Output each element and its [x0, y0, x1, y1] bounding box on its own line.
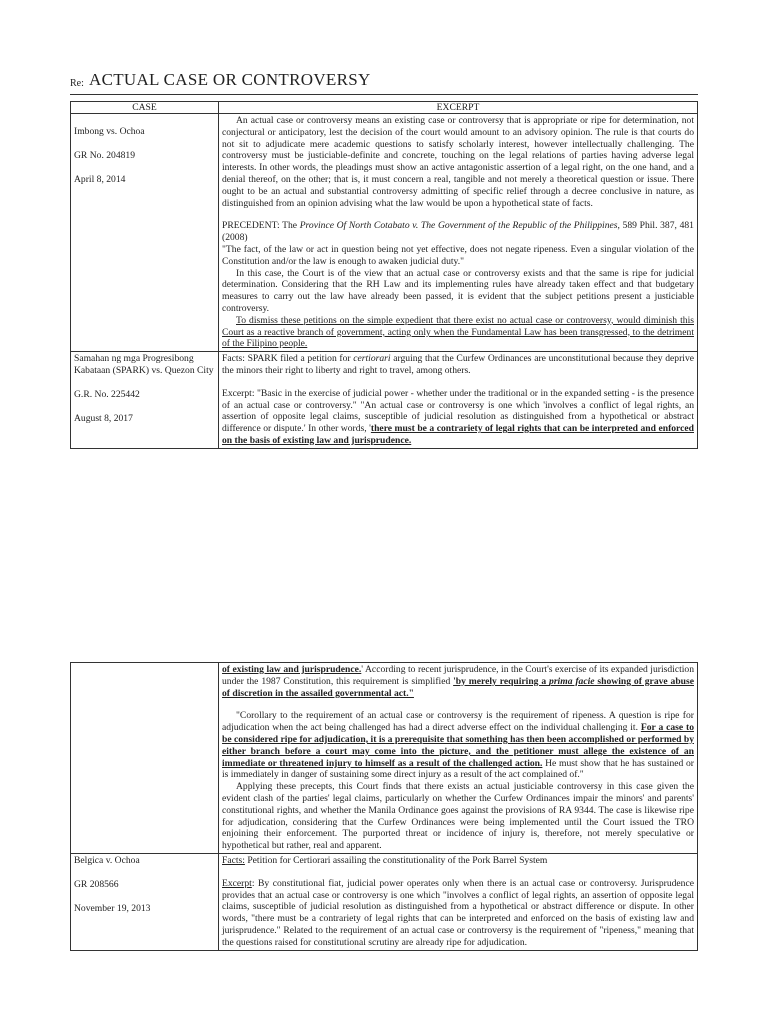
- excerpt-paragraph: "Corollary to the requirement of an actual case or controversy is the requirement of ripeness. A question is ripe for adjudication when the act being challenged has had a direct adverse effect on the individual challenging it. For a case to be considered ripe for adjudication, it is a prerequisite that something has then been accomplished or performed by either branch before a court may come into the picture, and the petitioner must allege the existence of an immediate or threatened injury to himself as a result of the challenged action. He must show that he has sustained or is immediately in danger of sustaining some direct injury as a result of the act complained of.": [222, 710, 695, 781]
- case-cell: [71, 853, 219, 950]
- case-number: G.R. No. 225442: [74, 388, 140, 400]
- precedent-label: PRECEDENT: The: [222, 220, 300, 232]
- table-header-row: [71, 102, 698, 114]
- page-title: ACTUAL CASE OR CONTROVERSY: [89, 70, 371, 89]
- cases-table-page2: [70, 662, 698, 951]
- excerpt-paragraph: Excerpt: By constitutional fiat, judicial power operates only when there is an actual case or controversy. Jurisprudence provides that an actual case or controversy is one which "involves a conflict of legal rights, an assertion of opposite legal claims, susceptible of judicial resolution as distinguished from a hypothetical or abstract difference or dispute. In other words, "there must be a contrariety of legal rights that can be interpreted and enforced on the basis of existing law and jurisprudence." Related to the requirement of an actual case or controversy is the requirement of "ripeness," meaning that the questions raised for constitutional scrutiny are already ripe for adjudication.: [222, 877, 694, 948]
- excerpt-paragraph: Applying these precepts, this Court finds that there exists an actual justiciable controversy in this case given the evident clash of the parties' legal claims, particularly on whether the Curfew Ordinances impair the minors' and parents' constitutional rights, and whether the Manila Ordinance goes against the provisions of RA 9344. The case is likewise ripe for adjudication, considering that the Curfew Ordinances were being implemented until the Court issued the TRO enjoining their enforcement. The purported threat or incidence of injury is, therefore, not merely speculative or hypothetical but rather, real and apparent.: [222, 781, 694, 852]
- excerpt-paragraph: In this case, the Court is of the view that an actual case or controversy exists and that the same is ripe for judicial determination. Considering that the RH Law and its implementing rules have already taken effect and that budgetary measures to carry out the law have already been passed, it is evident that the subject petitions present a justiciable controversy.: [222, 267, 694, 314]
- col-header-case: CASE: [71, 102, 219, 114]
- precedent-case: Province Of North Cotabato v. The Government of the Republic of the Philippines: [299, 220, 618, 232]
- re-label: Re:: [70, 78, 84, 89]
- case-name: Imbong vs. Ochoa: [74, 126, 145, 137]
- case-number: GR 208566: [74, 878, 119, 890]
- case-number: GR No. 204819: [74, 149, 136, 161]
- precedent-cite: , 589 Phil. 387, 481 (2008): [222, 220, 694, 244]
- case-cell: [71, 114, 219, 352]
- table-row: [71, 352, 698, 449]
- table-row: [71, 114, 698, 352]
- excerpt-cell: [219, 114, 698, 352]
- facts-paragraph: Facts: SPARK filed a petition for certiorari arguing that the Curfew Ordinances are unconstitutional because they deprive the minors their right to liberty and right to travel, among others.: [222, 353, 694, 376]
- facts-paragraph: Facts: Petition for Certiorari assailing the constitutionality of the Pork Barrel System: [222, 854, 548, 866]
- excerpt-cell: [219, 663, 698, 854]
- excerpt-paragraph: An actual case or controversy means an existing case or controversy that is appropriate or ripe for determination, not conjectural or anticipatory, lest the decision of the court would amount to an advisory opinion. The rule is that courts do not sit to adjudicate mere academic questions to satisfy scholarly interest, however intellectually challenging. The controversy must be justiciable-definite and concrete, touching on the legal relations of parties having adverse legal interests. In other words, the pleadings must show an active antagonistic assertion of a legal right, on the one hand, and a denial thereof, on the other; that is, it must concern a real, tangible and not merely a theoretical question or issue. There ought to be an actual and substantial controversy admitting of specific relief through a decree conclusive in nature, as distinguished from an opinion advising what the law would be upon a hypothetical state of facts.: [222, 115, 694, 209]
- excerpt-paragraph: "The fact, of the law or act in question being not yet effective, does not negate ripeness. Even a singular violation of the Constitution and/or the law is enough to awaken judicial duty.": [222, 243, 694, 267]
- emphasis-text: For a case to be considered ripe for adjudication, it is a prerequisite that something has then been accomplished or performed by either branch before a court may come into the picture, and the petitioner must allege the existence of an immediate or threatened injury to himself as a result of the challenged action.: [222, 722, 694, 769]
- case-cell: [71, 352, 219, 449]
- case-name: Samahan ng mga Progresibong Kabataan (SPARK) vs. Quezon City: [74, 353, 214, 376]
- page-header: [70, 70, 698, 95]
- excerpt-paragraph: To dismiss these petitions on the simple expedient that there exist no actual case or controversy, would diminish this Court as a reactive branch of government, acting only when the Fundamental Law has been transgressed, to the detriment of the Filipino people.: [222, 314, 694, 350]
- case-cell: [71, 663, 219, 854]
- case-date: April 8, 2014: [74, 173, 126, 185]
- excerpt-cell: [219, 853, 698, 950]
- emphasis-text: of existing law and jurisprudence.: [222, 664, 362, 675]
- col-header-excerpt: EXCERPT: [219, 102, 698, 114]
- precedent-paragraph: [222, 220, 694, 244]
- excerpt-paragraph: Excerpt: "Basic in the exercise of judicial power - whether under the traditional or in the expanded setting - is the presence of an actual case or controversy." "An actual case or controversy is one which 'involves a conflict of legal rights, an assertion of opposite legal claims, susceptible of judicial resolution as distinguished from a hypothetical or abstract difference or dispute.' In other words, 'there must be a contrariety of legal rights that can be interpreted and enforced on the basis of existing law and jurisprudence.: [222, 387, 694, 446]
- case-date: November 19, 2013: [74, 902, 151, 914]
- case-name: Belgica v. Ochoa: [74, 854, 140, 866]
- excerpt-cell: [219, 352, 698, 449]
- excerpt-paragraph: of existing law and jurisprudence.' According to recent jurisprudence, in the Court's exercise of its expanded jurisdiction under the 1987 Constitution, this requirement is simplified 'by merely requiring a prima facie showing of grave abuse of discretion in the assailed governmental act.": [222, 664, 695, 699]
- table-row: [71, 663, 698, 854]
- table-row: [71, 853, 698, 950]
- cases-table-page1: [70, 101, 698, 449]
- case-date: August 8, 2017: [74, 412, 133, 424]
- emphasis-text: there must be a contrariety of legal rights that can be interpreted and enforced on the basis of existing law and jurisprudence.: [222, 423, 694, 446]
